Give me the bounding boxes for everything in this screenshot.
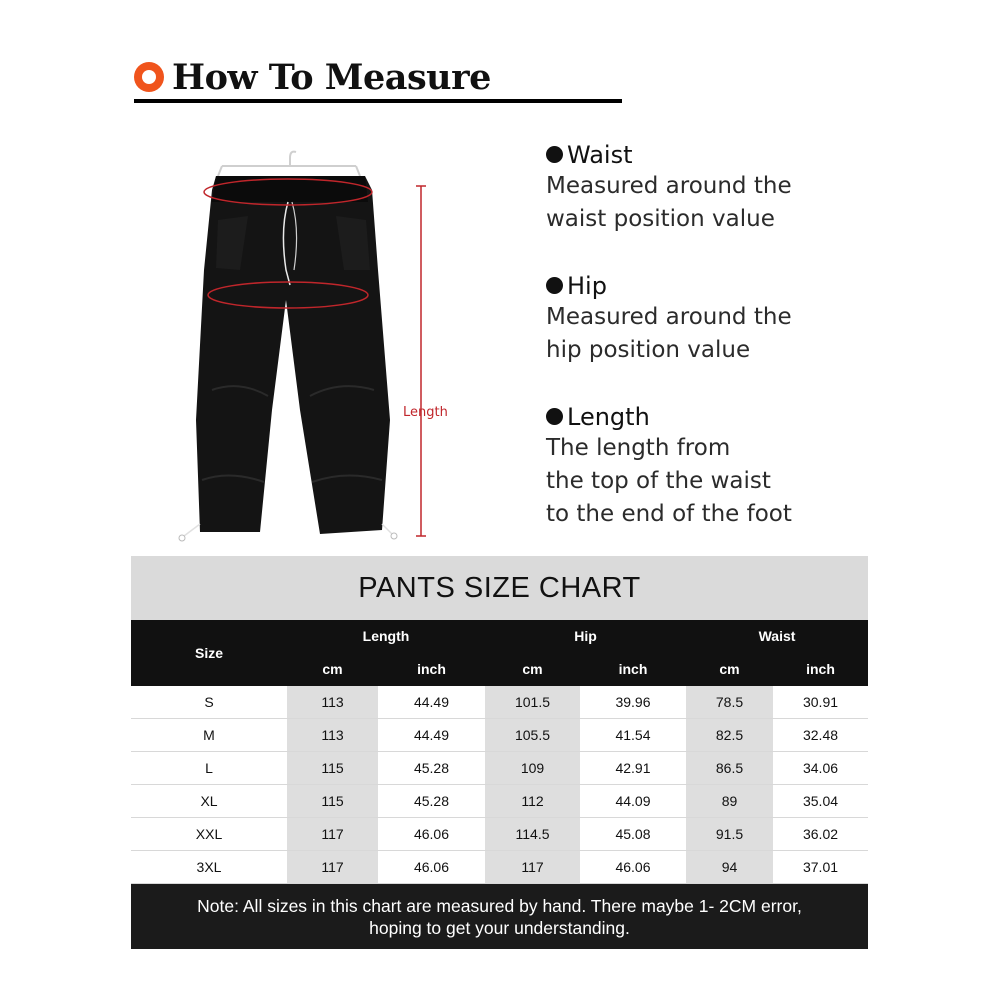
waist-description: Measured around the waist position value bbox=[546, 173, 792, 232]
size-cell: L bbox=[131, 752, 287, 785]
size-chart-title-bar bbox=[131, 556, 868, 620]
length-group-header: Length bbox=[287, 620, 485, 652]
unit-header: inch bbox=[773, 652, 868, 686]
table-row bbox=[131, 818, 868, 851]
measurement-note bbox=[131, 884, 868, 949]
table-cell: 101.5 bbox=[485, 686, 580, 719]
bullet-icon bbox=[546, 146, 563, 163]
table-cell: 39.96 bbox=[580, 686, 686, 719]
size-cell: XL bbox=[131, 785, 287, 818]
orange-ring-icon bbox=[134, 62, 164, 92]
unit-header: inch bbox=[378, 652, 485, 686]
table-cell: 37.01 bbox=[773, 851, 868, 884]
hip-title: Hip bbox=[567, 272, 607, 300]
table-cell: 114.5 bbox=[485, 818, 580, 851]
size-cell: S bbox=[131, 686, 287, 719]
hip-instruction bbox=[546, 271, 846, 367]
table-cell: 44.09 bbox=[580, 785, 686, 818]
table-cell: 42.91 bbox=[580, 752, 686, 785]
hanger-icon bbox=[218, 152, 360, 176]
size-chart-title: PANTS SIZE CHART bbox=[358, 571, 641, 604]
size-cell: XXL bbox=[131, 818, 287, 851]
note-line-2: hoping to get your understanding. bbox=[369, 917, 630, 938]
table-cell: 41.54 bbox=[580, 719, 686, 752]
table-cell: 115 bbox=[287, 752, 378, 785]
page-title: How To Measure bbox=[172, 57, 491, 98]
table-cell: 117 bbox=[287, 851, 378, 884]
table-cell: 82.5 bbox=[686, 719, 773, 752]
table-cell: 89 bbox=[686, 785, 773, 818]
table-cell: 109 bbox=[485, 752, 580, 785]
table-cell: 105.5 bbox=[485, 719, 580, 752]
waist-group-header: Waist bbox=[686, 620, 868, 652]
table-row bbox=[131, 719, 868, 752]
hip-group-header: Hip bbox=[485, 620, 686, 652]
table-cell: 44.49 bbox=[378, 719, 485, 752]
table-cell: 46.06 bbox=[378, 818, 485, 851]
table-cell: 30.91 bbox=[773, 686, 868, 719]
table-cell: 36.02 bbox=[773, 818, 868, 851]
size-cell: M bbox=[131, 719, 287, 752]
unit-header: cm bbox=[287, 652, 378, 686]
title-underline bbox=[134, 99, 622, 103]
waist-title: Waist bbox=[567, 141, 633, 169]
table-cell: 117 bbox=[287, 818, 378, 851]
table-cell: 115 bbox=[287, 785, 378, 818]
length-description: The length from the top of the waist to the end of the foot bbox=[546, 435, 792, 527]
table-cell: 112 bbox=[485, 785, 580, 818]
table-cell: 86.5 bbox=[686, 752, 773, 785]
table-row bbox=[131, 851, 868, 884]
pants-illustration bbox=[160, 120, 480, 550]
size-chart-table bbox=[131, 620, 868, 884]
size-cell: 3XL bbox=[131, 851, 287, 884]
length-marker-label: Length bbox=[403, 405, 448, 420]
table-cell: 44.49 bbox=[378, 686, 485, 719]
table-cell: 35.04 bbox=[773, 785, 868, 818]
hip-description: Measured around the hip position value bbox=[546, 304, 792, 363]
table-row bbox=[131, 785, 868, 818]
table-cell: 113 bbox=[287, 719, 378, 752]
length-instruction bbox=[546, 402, 846, 531]
note-line-1: Note: All sizes in this chart are measured by hand. There maybe 1- 2CM error, bbox=[197, 895, 802, 916]
length-marker bbox=[416, 186, 426, 536]
table-cell: 45.28 bbox=[378, 752, 485, 785]
table-cell: 45.28 bbox=[378, 785, 485, 818]
table-row bbox=[131, 752, 868, 785]
table-cell: 91.5 bbox=[686, 818, 773, 851]
waist-instruction bbox=[546, 140, 846, 236]
table-cell: 94 bbox=[686, 851, 773, 884]
bullet-icon bbox=[546, 408, 563, 425]
table-cell: 117 bbox=[485, 851, 580, 884]
unit-header: inch bbox=[580, 652, 686, 686]
table-cell: 113 bbox=[287, 686, 378, 719]
table-cell: 46.06 bbox=[580, 851, 686, 884]
table-cell: 45.08 bbox=[580, 818, 686, 851]
table-cell: 32.48 bbox=[773, 719, 868, 752]
table-cell: 46.06 bbox=[378, 851, 485, 884]
size-column-header: Size bbox=[131, 620, 287, 686]
table-row bbox=[131, 686, 868, 719]
unit-header: cm bbox=[485, 652, 580, 686]
unit-header: cm bbox=[686, 652, 773, 686]
length-title: Length bbox=[567, 403, 650, 431]
pants-shape bbox=[179, 176, 397, 541]
bullet-icon bbox=[546, 277, 563, 294]
table-cell: 34.06 bbox=[773, 752, 868, 785]
faded-caption bbox=[175, 40, 625, 54]
table-cell: 78.5 bbox=[686, 686, 773, 719]
